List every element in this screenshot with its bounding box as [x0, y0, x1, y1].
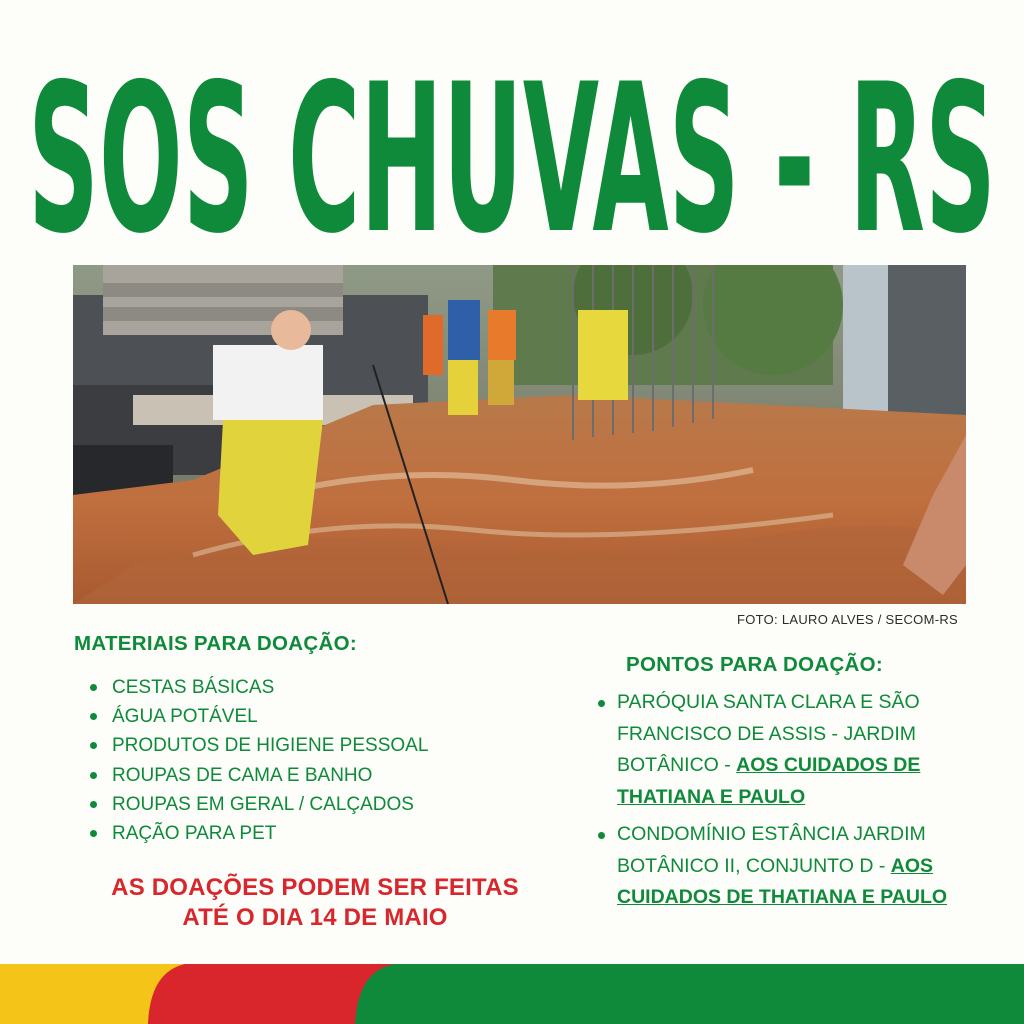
list-item [598, 819, 1013, 914]
list-item [90, 790, 428, 819]
page-title-text: SOS CHUVAS - RS [28, 41, 996, 250]
points-list [598, 687, 1013, 920]
list-item [90, 673, 428, 702]
flood-photo [73, 265, 966, 604]
list-item [90, 819, 428, 848]
deadline-line-1: AS DOAÇÕES PODEM SER FEITAS [111, 874, 519, 901]
point-contact: AOS CUIDADOS DE THATIANA E PAULO [617, 754, 921, 808]
list-item-label: PRODUTOS DE HIGIENE PESSOAL [112, 735, 429, 757]
bullet-icon [598, 832, 605, 839]
bullet-icon [90, 742, 97, 749]
photo-credit: FOTO: LAURO ALVES / SECOM-RS [736, 612, 958, 627]
bullet-icon [90, 801, 97, 808]
bullet-icon [598, 700, 605, 707]
footer-green-stripe [355, 964, 1024, 1024]
list-item [90, 702, 428, 731]
bullet-icon [90, 830, 97, 837]
materials-list [90, 673, 428, 848]
list-item [598, 687, 1013, 813]
deadline-notice [60, 873, 570, 933]
list-item-label: RAÇÃO PARA PET [112, 823, 277, 845]
point-address: PARÓQUIA SANTA CLARA E SÃO FRANCISCO DE ASSIS - JARDIM BOTÂNICO - [617, 691, 920, 776]
list-item-label: ROUPAS DE CAMA E BANHO [112, 764, 373, 786]
point-address: CONDOMÍNIO ESTÂNCIA JARDIM BOTÂNICO II, CONJUNTO D - [617, 823, 926, 877]
footer-band [0, 964, 1024, 1024]
list-item [90, 731, 428, 760]
list-item-label: ÁGUA POTÁVEL [112, 706, 258, 728]
list-item [90, 761, 428, 790]
points-heading: PONTOS PARA DOAÇÃO: [626, 653, 884, 676]
materials-heading: MATERIAIS PARA DOAÇÃO: [74, 632, 357, 655]
bullet-icon [90, 684, 97, 691]
list-item-label: ROUPAS EM GERAL / CALÇADOS [112, 793, 414, 815]
point-contact: AOS CUIDADOS DE THATIANA E PAULO [617, 854, 948, 908]
deadline-line-2: ATÉ O DIA 14 DE MAIO [182, 904, 448, 931]
bullet-icon [90, 713, 97, 720]
list-item-label: CESTAS BÁSICAS [112, 677, 275, 698]
bullet-icon [90, 772, 97, 779]
page-title [0, 0, 1024, 250]
